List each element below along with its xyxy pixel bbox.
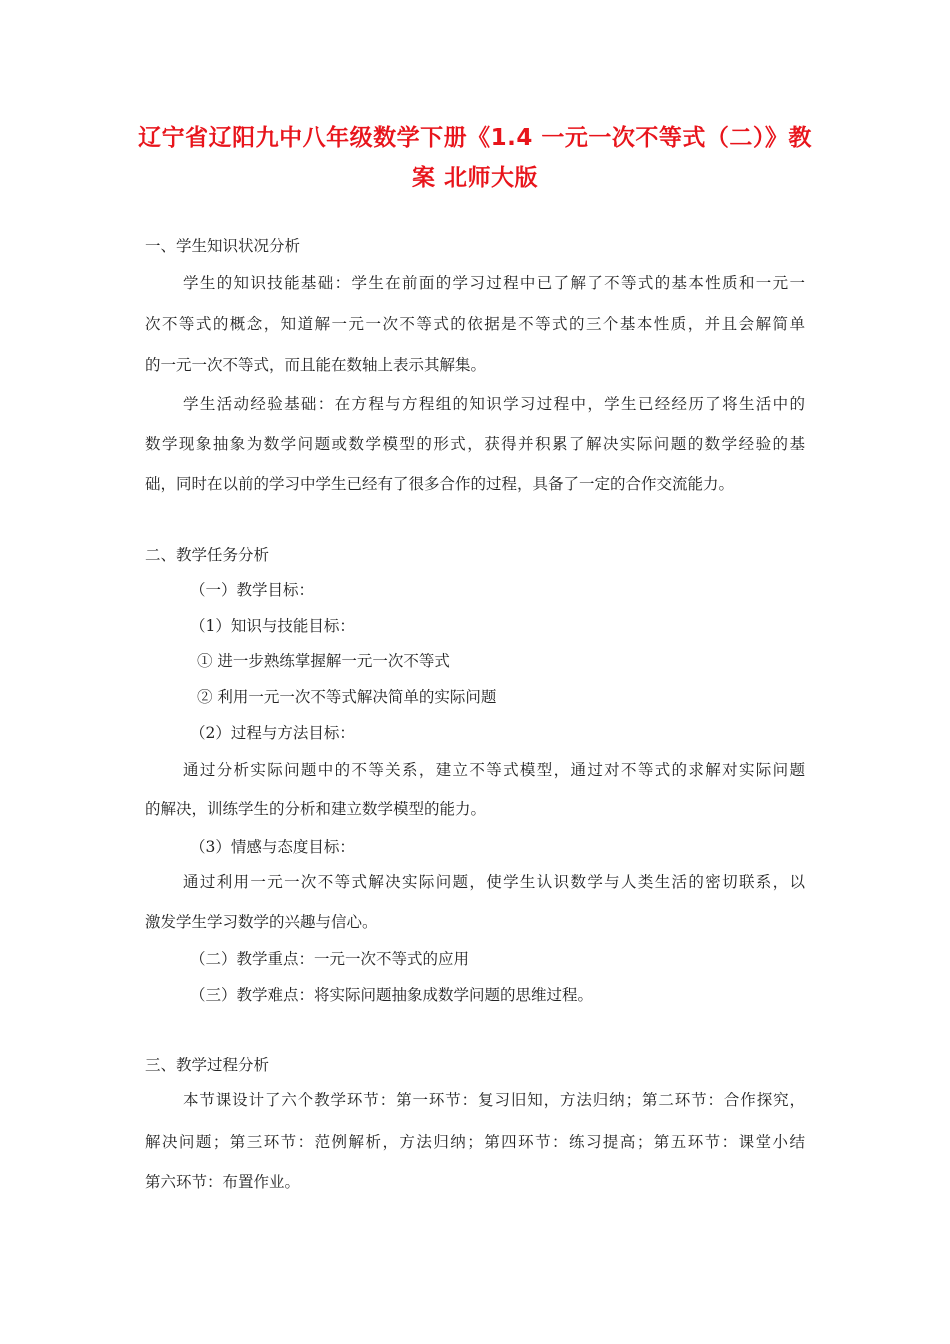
section3-p-line3: 第六环节：布置作业。	[145, 1173, 301, 1191]
section1-p2-line3: 础，同时在以前的学习中学生已经有了很多合作的过程，具备了一定的合作交流能力。	[145, 475, 735, 493]
section1-p2-line2: 数学现象抽象为数学问题或数学模型的形式，获得并积累了解决实际问题的数学经验的基	[145, 435, 805, 453]
section1-heading: 一、学生知识状况分析	[145, 237, 301, 255]
method-goals-line1: 通过分析实际问题中的不等关系，建立不等式模型，通过对不等式的求解对实际问题	[183, 761, 805, 779]
section3-p-line2: 解决问题；第三环节：范例解析，方法归纳；第四环节：练习提高；第五环节：课堂小结	[145, 1133, 805, 1151]
teaching-difficulty: （三）教学难点：将实际问题抽象成数学问题的思维过程。	[190, 986, 594, 1004]
section3-heading: 三、教学过程分析	[145, 1056, 270, 1074]
document-title	[130, 118, 820, 198]
section2-heading: 二、教学任务分析	[145, 546, 270, 564]
knowledge-goal-1: ① 进一步熟练掌握解一元一次不等式	[197, 652, 450, 670]
section1-p2-line1: 学生活动经验基础：在方程与方程组的知识学习过程中，学生已经经历了将生活中的	[183, 395, 805, 413]
section1-p1-line1: 学生的知识技能基础：学生在前面的学习过程中已了解了不等式的基本性质和一元一	[183, 274, 805, 292]
teaching-goals-heading: （一）教学目标：	[190, 581, 315, 599]
method-goals-heading: （2）过程与方法目标：	[190, 724, 355, 742]
attitude-goals-line1: 通过利用一元一次不等式解决实际问题，使学生认识数学与人类生活的密切联系，以	[183, 873, 805, 891]
title-line-1: 辽宁省辽阳九中八年级数学下册《1.4 一元一次不等式（二）》教	[138, 125, 812, 151]
teaching-key-point: （二）教学重点：一元一次不等式的应用	[190, 950, 470, 968]
section1-p1-line2: 次不等式的概念，知道解一元一次不等式的依据是不等式的三个基本性质，并且会解简单	[145, 315, 805, 333]
title-line-2: 案 北师大版	[411, 165, 538, 191]
section1-p1-line3: 的一元一次不等式，而且能在数轴上表示其解集。	[145, 356, 487, 374]
method-goals-line2: 的解决，训练学生的分析和建立数学模型的能力。	[145, 800, 487, 818]
attitude-goals-line2: 激发学生学习数学的兴趣与信心。	[145, 913, 378, 931]
knowledge-goals-heading: （1）知识与技能目标：	[190, 617, 355, 635]
section3-p-line1: 本节课设计了六个教学环节：第一环节：复习旧知，方法归纳；第二环节：合作探究，	[183, 1091, 805, 1109]
attitude-goals-heading: （3）情感与态度目标：	[190, 838, 355, 856]
knowledge-goal-2: ② 利用一元一次不等式解决简单的实际问题	[197, 688, 497, 706]
